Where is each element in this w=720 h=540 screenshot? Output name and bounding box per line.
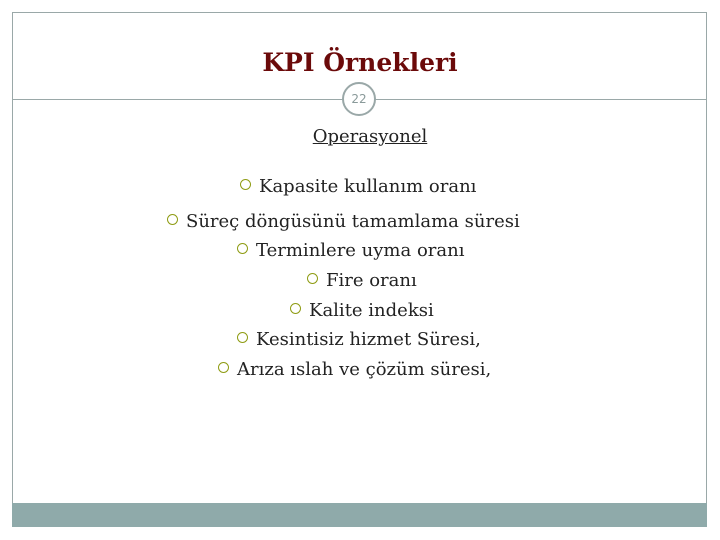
list-item	[167, 211, 520, 232]
list-item-label: Süreç döngüsünü tamamlama süresi	[186, 211, 520, 232]
slide-title: KPI Örnekleri	[262, 48, 458, 77]
list-item	[240, 176, 476, 197]
page-number-badge: 22	[342, 82, 376, 116]
section-subtitle: Operasyonel	[312, 126, 428, 147]
list-item-label: Arıza ıslah ve çözüm süresi,	[237, 359, 492, 380]
circle-bullet-icon	[167, 214, 178, 225]
circle-bullet-icon	[290, 303, 301, 314]
circle-bullet-icon	[240, 179, 251, 190]
list-item-label: Fire oranı	[326, 270, 417, 291]
list-item	[237, 240, 464, 261]
list-item	[290, 300, 434, 321]
list-item	[218, 359, 491, 380]
circle-bullet-icon	[237, 243, 248, 254]
list-item-label: Terminlere uyma oranı	[256, 240, 465, 261]
list-item-label: Kapasite kullanım oranı	[259, 176, 477, 197]
footer-bar	[12, 503, 707, 527]
list-item	[307, 270, 417, 291]
circle-bullet-icon	[237, 332, 248, 343]
circle-bullet-icon	[218, 362, 229, 373]
list-item-label: Kalite indeksi	[309, 300, 434, 321]
list-item	[237, 329, 481, 350]
circle-bullet-icon	[307, 273, 318, 284]
list-item-label: Kesintisiz hizmet Süresi,	[256, 329, 481, 350]
